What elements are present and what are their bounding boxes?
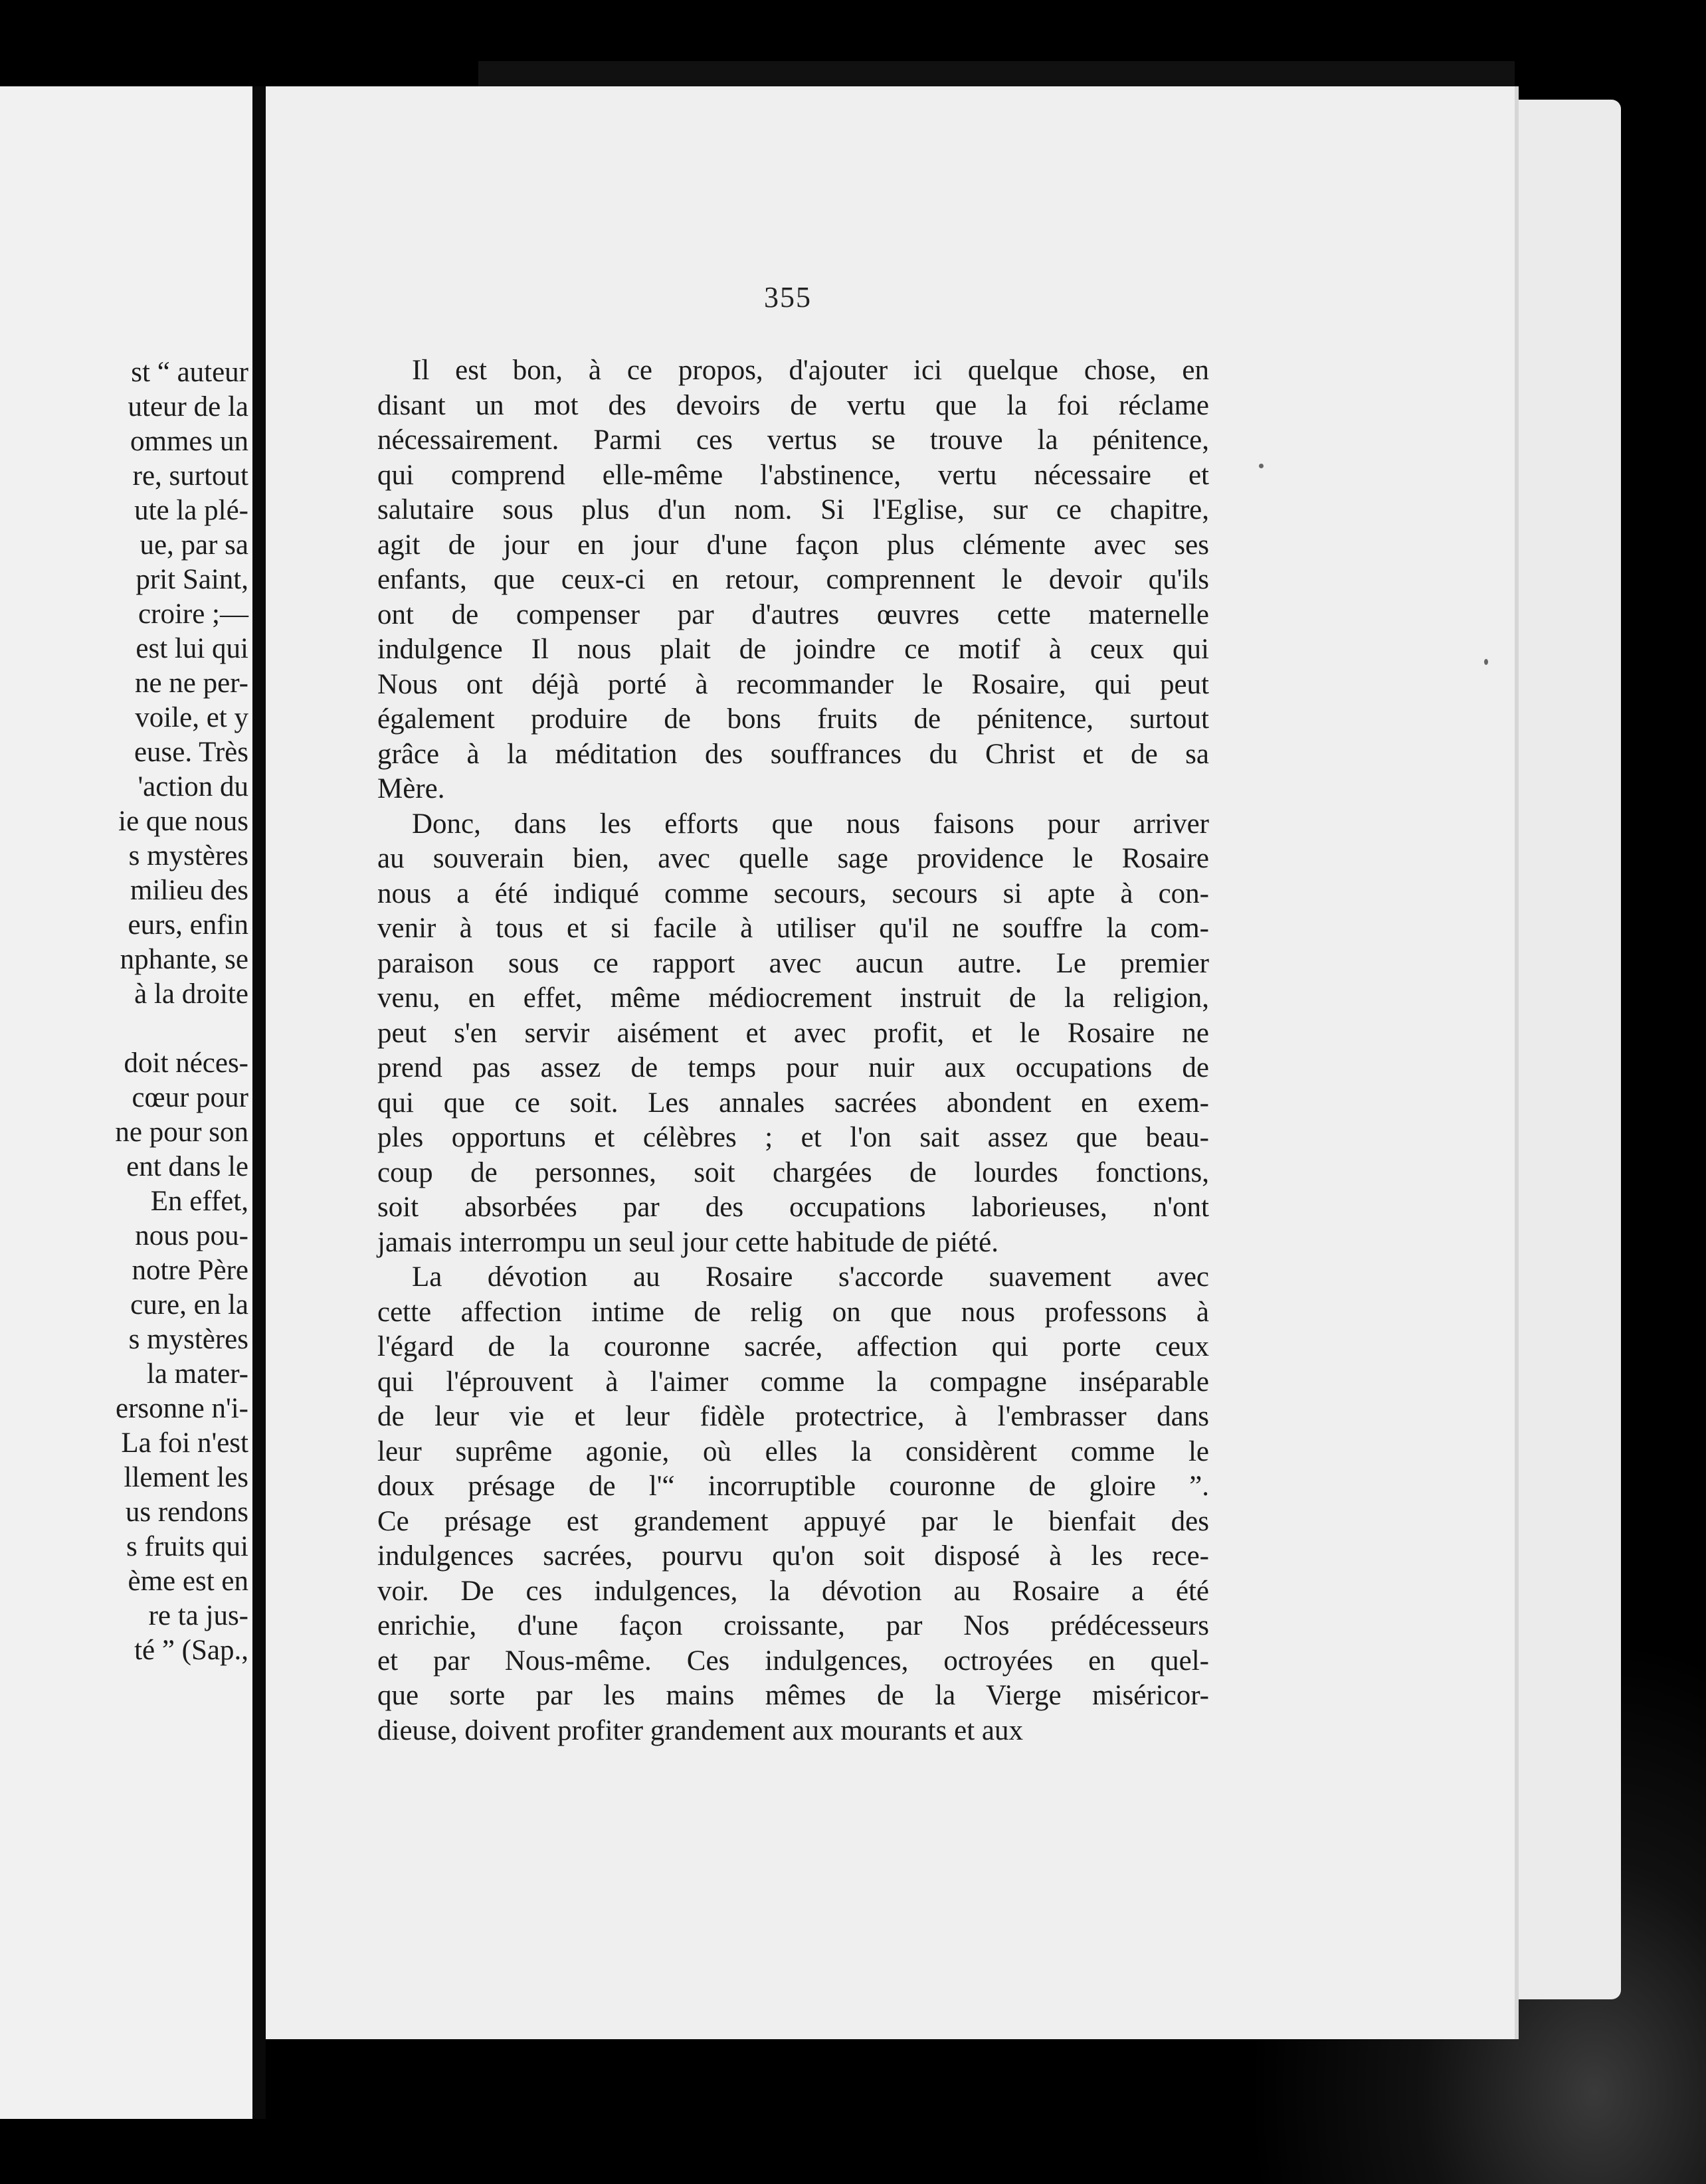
left-page-line: voile, et y bbox=[135, 702, 248, 733]
body-line: nécessairement. Parmi ces vertus se trouve la pénitence, bbox=[377, 424, 1209, 456]
left-page-line: té ” (Sap., bbox=[134, 1635, 248, 1666]
body-line: voir. De ces indulgences, la dévotion au Rosaire a été bbox=[377, 1575, 1209, 1607]
left-page-line: ommes un bbox=[130, 426, 248, 457]
body-line: venir à tous et si facile à utiliser qu'il ne souffre la com- bbox=[377, 913, 1209, 944]
left-page-line: En effet, bbox=[150, 1186, 248, 1217]
left-page-line: s mystères bbox=[128, 840, 248, 871]
dust-speck bbox=[1259, 464, 1264, 468]
left-page-line: re, surtout bbox=[132, 460, 248, 492]
body-line: qui l'éprouvent à l'aimer comme la compagne inséparable bbox=[377, 1366, 1209, 1398]
left-page-line: ue, par sa bbox=[140, 529, 248, 561]
body-line: qui que ce soit. Les annales sacrées abondent en exem- bbox=[377, 1087, 1209, 1119]
body-line: prend pas assez de temps pour nuir aux occupations de bbox=[377, 1052, 1209, 1083]
left-page-line: re ta jus- bbox=[148, 1600, 248, 1631]
body-line: enfants, que ceux-ci en retour, comprennent le devoir qu'ils bbox=[377, 564, 1209, 595]
left-page-line: euse. Très bbox=[134, 737, 248, 768]
left-page-line: cure, en la bbox=[130, 1289, 248, 1320]
dust-speck bbox=[1484, 659, 1488, 665]
left-page-line: ersonne n'i- bbox=[116, 1393, 248, 1424]
body-line: ont de compenser par d'autres œuvres cette maternelle bbox=[377, 598, 1209, 630]
body-line: que sorte par les mains mêmes de la Vierge miséricor- bbox=[377, 1680, 1209, 1711]
book-gutter bbox=[252, 86, 266, 2119]
left-page-line: ie que nous bbox=[118, 806, 248, 837]
body-line: Ce présage est grandement appuyé par le bienfait des bbox=[377, 1505, 1209, 1537]
left-page-line: eurs, enfin bbox=[128, 909, 248, 941]
left-page-line: st “ auteur bbox=[131, 357, 248, 388]
left-page-line: uteur de la bbox=[128, 391, 248, 422]
left-page-line: ème est en bbox=[128, 1566, 248, 1597]
left-page-line: cœur pour bbox=[132, 1082, 248, 1113]
body-line: coup de personnes, soit chargées de lourdes fonctions, bbox=[377, 1156, 1209, 1188]
body-line: cette affection intime de relig on que nous professons à bbox=[377, 1296, 1209, 1328]
body-line: peut s'en servir aisément et avec profit, et le Rosaire ne bbox=[377, 1017, 1209, 1049]
left-page-line: llement les bbox=[124, 1462, 248, 1493]
body-line: jamais interrompu un seul jour cette habitude de piété. bbox=[377, 1226, 998, 1258]
body-line: Il est bon, à ce propos, d'ajouter ici quelque chose, en bbox=[412, 355, 1209, 386]
left-page-line: ent dans le bbox=[126, 1151, 248, 1182]
left-page-line: milieu des bbox=[130, 875, 248, 906]
left-page-line: ute la plé- bbox=[134, 495, 248, 526]
body-line: disant un mot des devoirs de vertu que la foi réclame bbox=[377, 389, 1209, 421]
body-line: soit absorbées par des occupations laborieuses, n'ont bbox=[377, 1192, 1209, 1223]
body-line: salutaire sous plus d'un nom. Si l'Eglise, sur ce chapitre, bbox=[377, 494, 1209, 525]
body-line: nous a été indiqué comme secours, secours si apte à con- bbox=[377, 877, 1209, 909]
body-line: de leur vie et leur fidèle protectrice, à l'embrasser dans bbox=[377, 1401, 1209, 1432]
body-line: La dévotion au Rosaire s'accorde suavement avec bbox=[412, 1261, 1209, 1293]
left-page-line: us rendons bbox=[125, 1497, 248, 1528]
left-page-line: doit néces- bbox=[124, 1047, 248, 1079]
left-page-line: à la droite bbox=[134, 978, 248, 1010]
body-line: l'égard de la couronne sacrée, affection qui porte ceux bbox=[377, 1331, 1209, 1362]
body-line: paraison sous ce rapport avec aucun autre. Le premier bbox=[377, 947, 1209, 979]
body-line: Donc, dans les efforts que nous faisons pour arriver bbox=[412, 808, 1209, 840]
left-page-line: nous pou- bbox=[135, 1220, 248, 1251]
body-line: qui comprend elle-même l'abstinence, vertu nécessaire et bbox=[377, 459, 1209, 491]
left-page bbox=[0, 86, 252, 2119]
body-line: enrichie, d'une façon croissante, par Nos prédécesseurs bbox=[377, 1610, 1209, 1641]
body-line: au souverain bien, avec quelle sage providence le Rosaire bbox=[377, 843, 1209, 874]
left-page-line: notre Père bbox=[132, 1255, 248, 1286]
body-line: Nous ont déjà porté à recommander le Rosaire, qui peut bbox=[377, 668, 1209, 700]
left-page-line: ne ne per- bbox=[134, 668, 248, 699]
left-page-line: s fruits qui bbox=[126, 1531, 248, 1562]
body-line: leur suprême agonie, où elles la considèrent comme le bbox=[377, 1435, 1209, 1467]
left-page-line: est lui qui bbox=[136, 633, 248, 664]
body-line: grâce à la méditation des souffrances du Christ et de sa bbox=[377, 738, 1209, 770]
left-page-line: prit Saint, bbox=[136, 564, 248, 595]
left-page-line: nphante, se bbox=[120, 944, 248, 975]
body-line: doux présage de l'“ incorruptible couronne de gloire ”. bbox=[377, 1471, 1209, 1502]
body-line: et par Nous-même. Ces indulgences, octroyées en quel- bbox=[377, 1645, 1209, 1677]
body-line: également produire de bons fruits de pénitence, surtout bbox=[377, 703, 1209, 735]
body-line: dieuse, doivent profiter grandement aux mourants et aux bbox=[377, 1714, 1023, 1746]
page-number: 355 bbox=[764, 281, 812, 314]
body-line: ples opportuns et célèbres ; et l'on sait assez que beau- bbox=[377, 1122, 1209, 1153]
body-line: Mère. bbox=[377, 773, 445, 804]
left-page-line: 'action du bbox=[138, 771, 248, 802]
body-line: agit de jour en jour d'une façon plus clémente avec ses bbox=[377, 529, 1209, 561]
left-page-line: ne pour son bbox=[115, 1117, 248, 1148]
body-line: indulgences sacrées, pourvu qu'on soit disposé à les rece- bbox=[377, 1540, 1209, 1572]
body-line: indulgence Il nous plait de joindre ce motif à ceux qui bbox=[377, 634, 1209, 665]
left-page-line: La foi n'est bbox=[121, 1427, 248, 1459]
left-page-line: s mystères bbox=[128, 1324, 248, 1355]
left-page-line: croire ;— bbox=[138, 598, 248, 630]
left-page-line: la mater- bbox=[146, 1358, 248, 1390]
body-line: venu, en effet, même médiocrement instruit de la religion, bbox=[377, 982, 1209, 1014]
